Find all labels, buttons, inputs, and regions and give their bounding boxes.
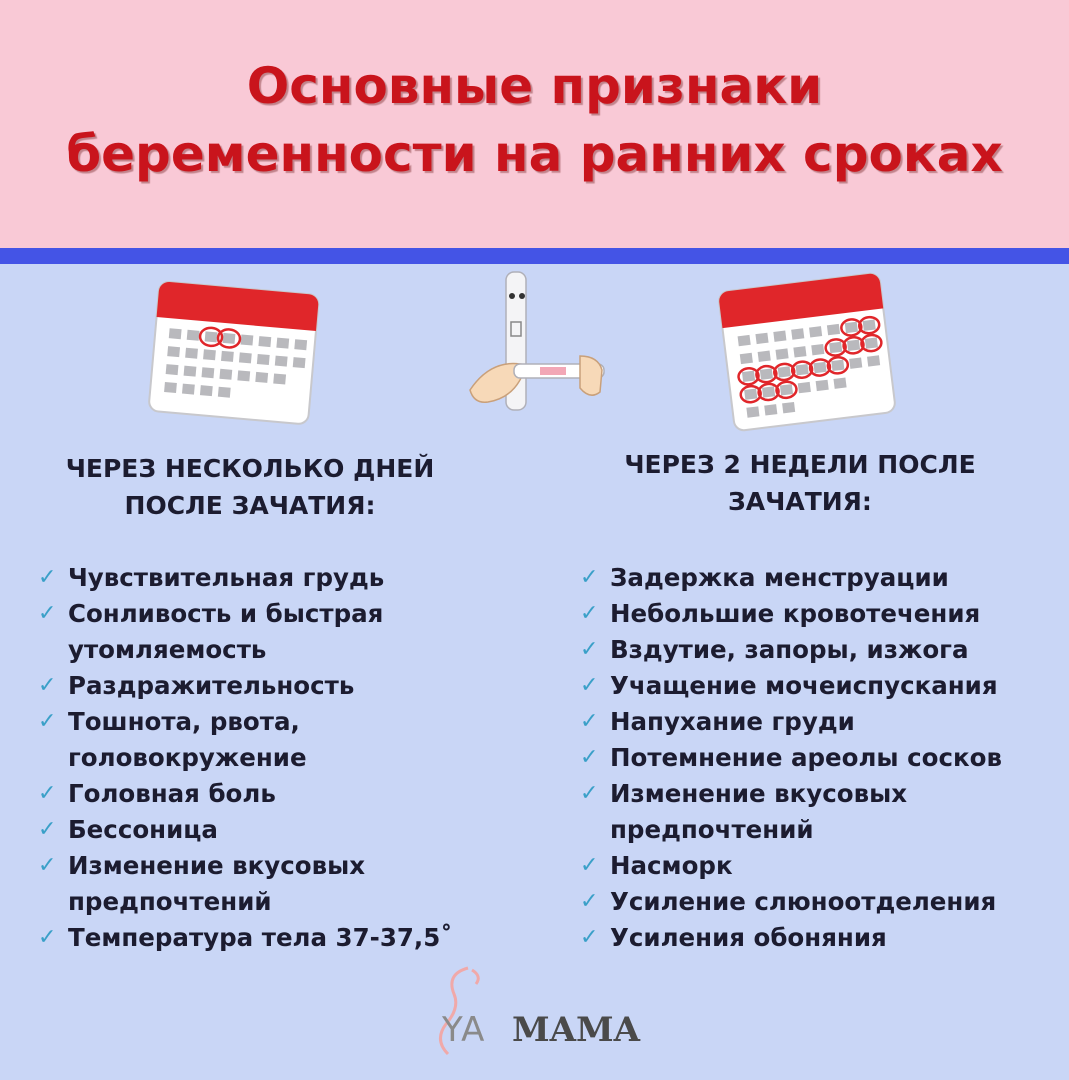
list-item xyxy=(36,884,453,920)
list-item xyxy=(578,704,1002,740)
pregnancy-test-icon xyxy=(440,266,610,426)
list-item xyxy=(36,668,453,704)
list-item-text: Раздражительность xyxy=(68,671,355,700)
check-icon: ✓ xyxy=(38,601,57,626)
list-item-text: Сонливость и быстрая xyxy=(68,599,384,628)
right-column-heading xyxy=(560,446,1040,520)
list-item xyxy=(578,776,1002,812)
list-item-text: головокружение xyxy=(68,743,307,772)
list-item-text: Чувствительная грудь xyxy=(68,563,385,592)
list-item xyxy=(578,740,1002,776)
logo-ya-text: YA xyxy=(442,1010,486,1050)
list-item xyxy=(578,596,1002,632)
list-item-text: Температура тела 37-37,5˚ xyxy=(68,923,453,952)
list-item-text: Учащение мочеиспускания xyxy=(610,671,998,700)
calendar-marked-icon xyxy=(712,262,902,442)
check-icon: ✓ xyxy=(38,853,57,878)
check-icon: ✓ xyxy=(580,709,599,734)
right-heading-line-1: ЧЕРЕЗ 2 НЕДЕЛИ ПОСЛЕ xyxy=(624,450,976,479)
list-item xyxy=(36,632,453,668)
left-heading-line-2: ПОСЛЕ ЗАЧАТИЯ: xyxy=(124,491,376,520)
check-icon: ✓ xyxy=(38,709,57,734)
list-item xyxy=(578,668,1002,704)
list-item-text: утомляемость xyxy=(68,635,267,664)
list-item-text: Головная боль xyxy=(68,779,276,808)
list-item xyxy=(36,776,453,812)
list-item-text: Потемнение ареолы сосков xyxy=(610,743,1002,772)
list-item-text: Задержка менструации xyxy=(610,563,949,592)
right-symptom-list xyxy=(578,560,1002,956)
left-symptom-list xyxy=(36,560,453,956)
title-line-2: беременности на ранних сроках xyxy=(66,125,1003,183)
list-item-text: Усиления обоняния xyxy=(610,923,887,952)
right-heading-line-2: ЗАЧАТИЯ: xyxy=(728,487,872,516)
list-item xyxy=(578,560,1002,596)
list-item-text: Напухание груди xyxy=(610,707,855,736)
check-icon: ✓ xyxy=(580,601,599,626)
list-item-text: Усиление слюноотделения xyxy=(610,887,997,916)
list-item-text: Изменение вкусовых xyxy=(68,851,366,880)
check-icon: ✓ xyxy=(38,925,57,950)
check-icon: ✓ xyxy=(38,673,57,698)
list-item xyxy=(36,812,453,848)
list-item-text: предпочтений xyxy=(610,815,814,844)
check-icon: ✓ xyxy=(580,673,599,698)
list-item-text: Тошнота, рвота, xyxy=(68,707,300,736)
list-item xyxy=(36,596,453,632)
list-item xyxy=(578,812,1002,848)
check-icon: ✓ xyxy=(580,925,599,950)
list-item xyxy=(36,848,453,884)
list-item xyxy=(36,704,453,740)
left-column-heading xyxy=(20,450,480,524)
list-item-text: предпочтений xyxy=(68,887,272,916)
check-icon: ✓ xyxy=(580,565,599,590)
title-line-1: Основные признаки xyxy=(246,57,823,115)
list-item xyxy=(578,884,1002,920)
brand-logo xyxy=(420,960,660,1060)
list-item-text: Изменение вкусовых xyxy=(610,779,908,808)
check-icon: ✓ xyxy=(580,853,599,878)
check-icon: ✓ xyxy=(580,637,599,662)
list-item xyxy=(578,920,1002,956)
check-icon: ✓ xyxy=(38,817,57,842)
divider-stripe xyxy=(0,248,1069,264)
left-heading-line-1: ЧЕРЕЗ НЕСКОЛЬКО ДНЕЙ xyxy=(65,454,435,483)
list-item-text: Вздутие, запоры, изжога xyxy=(610,635,969,664)
check-icon: ✓ xyxy=(580,781,599,806)
list-item xyxy=(36,740,453,776)
list-item xyxy=(578,848,1002,884)
check-icon: ✓ xyxy=(38,565,57,590)
check-icon: ✓ xyxy=(38,781,57,806)
page-title xyxy=(0,52,1069,188)
calendar-icon xyxy=(140,270,330,430)
check-icon: ✓ xyxy=(580,745,599,770)
list-item xyxy=(578,632,1002,668)
check-icon: ✓ xyxy=(580,889,599,914)
logo-mama-text: MAMA xyxy=(512,1010,641,1050)
list-item-text: Насморк xyxy=(610,851,733,880)
list-item-text: Бессоница xyxy=(68,815,218,844)
list-item xyxy=(36,560,453,596)
list-item-text: Небольшие кровотечения xyxy=(610,599,981,628)
list-item xyxy=(36,920,453,956)
